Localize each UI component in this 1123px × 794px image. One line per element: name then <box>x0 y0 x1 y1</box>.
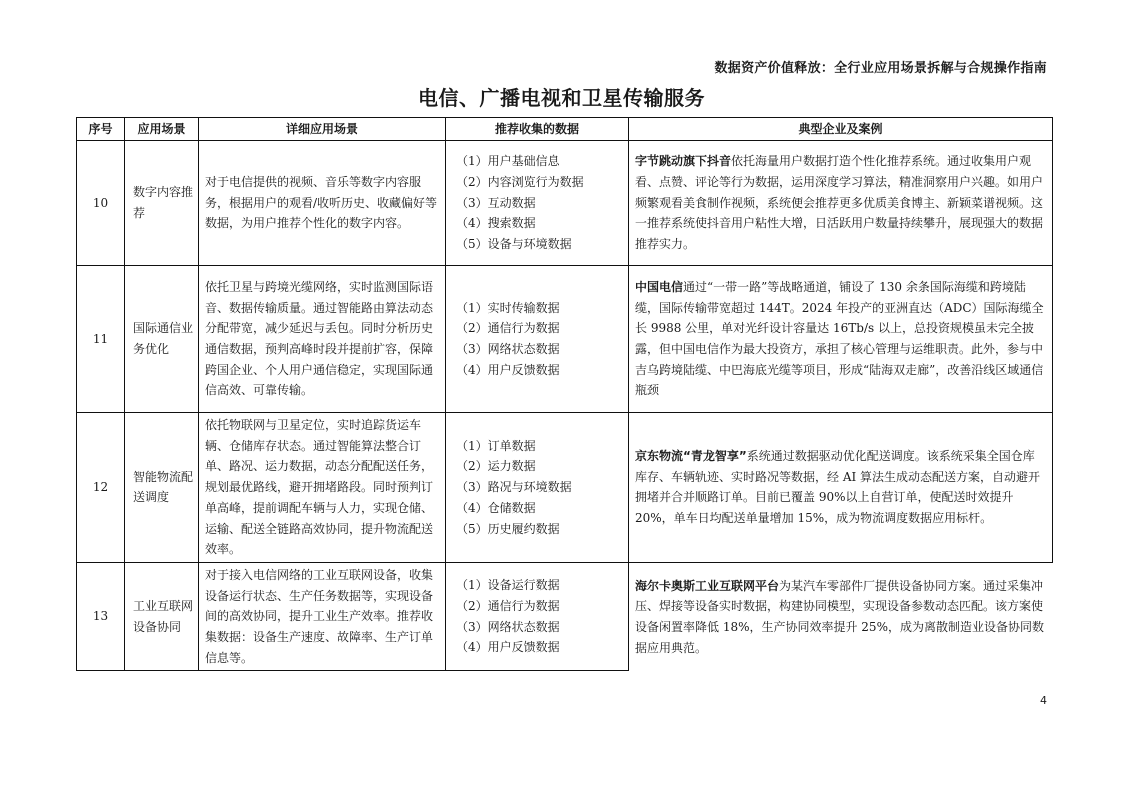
detail-cell: 依托物联网与卫星定位，实时追踪货运车辆、仓储库存状态。通过智能算法整合订单、路况、运力数据，动态分配配送任务，规划最优路线，避开拥堵路段。同时预判订单高峰，提前调配车辆与人力，实现仓储、运输、配送全链路高效协同，提升物流配送效率。 <box>199 413 446 563</box>
running-header: 数据资产价值释放：全行业应用场景拆解与合规操作指南 <box>714 61 1047 76</box>
data-item: （5）历史履约数据 <box>456 521 560 536</box>
page-title: 电信、广播电视和卫星传输服务 <box>418 86 705 110</box>
data-cell <box>446 562 629 671</box>
data-item: （2）内容浏览行为数据 <box>456 174 584 189</box>
data-item: （3）路况与环境数据 <box>456 480 572 495</box>
detail-cell: 依托卫星与跨境光缆网络，实时监测国际语音、数据传输质量。通过智能路由算法动态分配带宽，减少延迟与丢包。同时分析历史通信数据，预判高峰时段并提前扩容，保障跨国企业、个人用户通信稳定，实现国际通信高效、可靠传输。 <box>199 266 446 413</box>
column-header-data: 推荐收集的数据 <box>446 118 629 141</box>
data-cell <box>446 141 629 266</box>
table-row <box>77 266 1053 413</box>
data-item: （2）通信行为数据 <box>456 321 560 336</box>
row-number: 10 <box>77 141 125 266</box>
data-item: （3）网络状态数据 <box>456 342 560 356</box>
data-item: （1）实时传输数据 <box>456 300 560 315</box>
data-item: （1）用户基础信息 <box>456 154 560 169</box>
case-cell <box>629 141 1053 266</box>
case-text: 为某汽车零部件厂提供设备协同方案。通过采集冲压、焊接等设备实时数据，构建协同模型，实现设备参数动态匹配。该方案使设备闲置率降低 18%，生产协同效率提升 25%，成为离散制造业设备协同数据应用典范。 <box>635 578 1044 655</box>
column-header-no: 序号 <box>77 118 125 141</box>
data-item: （4）用户反馈数据 <box>456 640 560 655</box>
data-item: （4）搜索数据 <box>456 216 536 231</box>
case-company: 海尔卡奥斯工业互联网平台 <box>635 578 780 593</box>
table-row <box>77 562 1053 671</box>
row-number: 13 <box>77 562 125 671</box>
scene-cell: 数字内容推荐 <box>125 141 199 266</box>
detail-cell: 对于接入电信网络的工业互联网设备，收集设备运行状态、生产任务数据等，实现设备间的高效协同，提升工业生产效率。推荐收集数据：设备生产速度、故障率、生产订单信息等。 <box>199 562 446 671</box>
data-cell <box>446 266 629 413</box>
page-number: 4 <box>1040 694 1047 707</box>
data-item: （4）仓储数据 <box>456 500 536 515</box>
column-header-detail: 详细应用场景 <box>199 118 446 141</box>
scene-cell: 工业互联网设备协同 <box>125 562 199 671</box>
table-header-row <box>77 118 1053 141</box>
column-header-scene: 应用场景 <box>125 118 199 141</box>
row-number: 11 <box>77 266 125 413</box>
case-company: 京东物流“青龙智享” <box>635 449 747 464</box>
case-text: 系统通过数据驱动优化配送调度。该系统采集全国仓库库存、车辆轨迹、实时路况等数据，经 AI 算法生成动态配送方案，自动避开拥堵并合并顺路订单。目前已覆盖 90%以上自营订单，使配送时效提升 20%，单车日均配送单量增加 15%，成为物流调度数据应用标杆。 <box>635 449 1041 526</box>
data-item: （3）互动数据 <box>456 195 536 210</box>
case-text: 依托海量用户数据打造个性化推荐系统。通过收集用户观看、点赞、评论等行为数据，运用深度学习算法，精准洞察用户兴趣。如用户频繁观看美食制作视频，系统便会推荐更多优质美食博主、新颖菜谱视频。这一推荐系统使抖音用户粘性大增，日活跃用户数量持续攀升，展现强大的数据推荐实力。 <box>635 154 1044 252</box>
scenario-table <box>76 117 1053 671</box>
case-text: 通过“一带一路”等战略通道，铺设了 130 余条国际海缆和跨境陆缆，国际传输带宽超过 144T。2024 年投产的亚洲直达（ADC）国际海缆全长 9988 公里，单对光纤设计容量达 16Tb/s 以上，总投资规模虽未完全披露，但中国电信作为最大投资方，承担了核心管理与运维职责。此外，参与中吉乌跨境陆缆、中巴海底光缆等项目，形成“陆海双走廊”，改善沿线区域通信瓶颈 <box>635 279 1044 398</box>
case-company: 字节跳动旗下抖音 <box>635 154 732 169</box>
table-row <box>77 413 1053 563</box>
column-header-case: 典型企业及案例 <box>629 118 1053 141</box>
scene-cell: 智能物流配送调度 <box>125 413 199 563</box>
case-cell <box>629 266 1053 413</box>
data-item: （3）网络状态数据 <box>456 619 560 634</box>
data-item: （1）设备运行数据 <box>456 578 560 593</box>
detail-cell: 对于电信提供的视频、音乐等数字内容服务，根据用户的观看/收听历史、收藏偏好等数据，为用户推荐个性化的数字内容。 <box>199 141 446 266</box>
data-item: （2）运力数据 <box>456 459 536 474</box>
case-cell <box>629 413 1053 563</box>
case-cell <box>629 562 1053 671</box>
scene-cell: 国际通信业务优化 <box>125 266 199 413</box>
row-number: 12 <box>77 413 125 563</box>
case-company: 中国电信 <box>635 279 684 294</box>
data-item: （1）订单数据 <box>456 438 536 453</box>
data-item: （4）用户反馈数据 <box>456 362 560 377</box>
table-row <box>77 141 1053 266</box>
data-cell <box>446 413 629 563</box>
data-item: （5）设备与环境数据 <box>456 237 572 252</box>
data-item: （2）通信行为数据 <box>456 598 560 613</box>
